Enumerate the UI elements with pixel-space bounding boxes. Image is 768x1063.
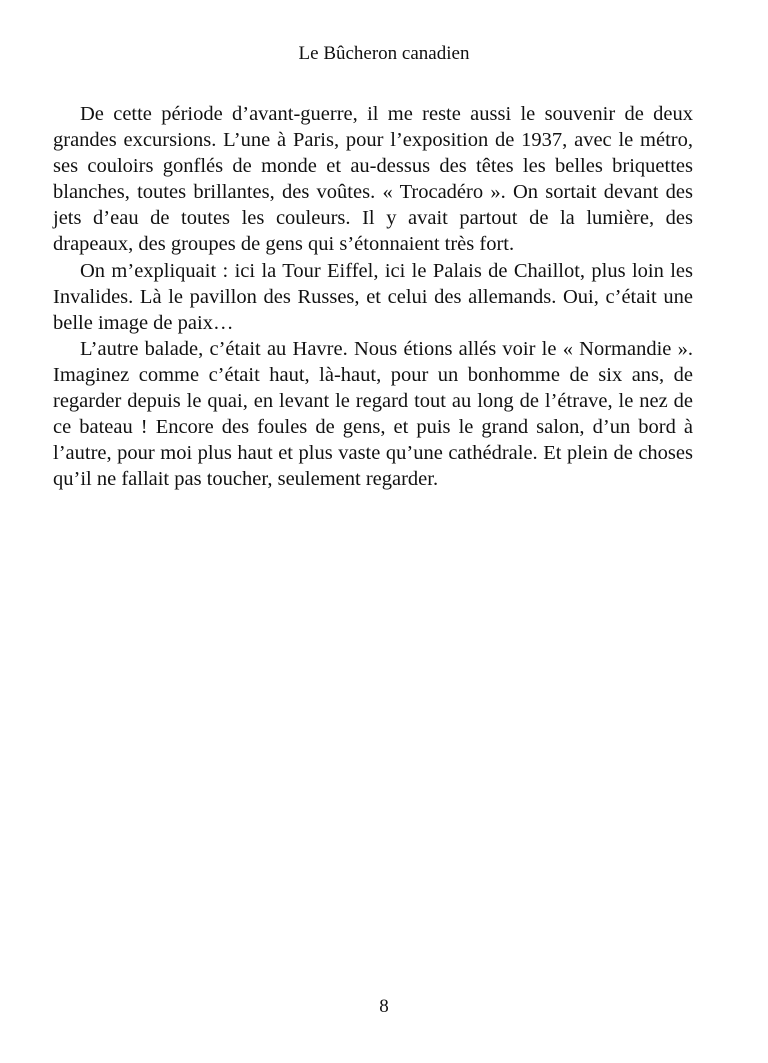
paragraph: On m’expliquait : ici la Tour Eiffel, ici le Palais de Chaillot, plus loin les Invalides. Là le pavillon des Russes, et celui des allemands. Oui, c’était une belle image de paix… — [53, 259, 693, 334]
paragraph: L’autre balade, c’était au Havre. Nous étions allés voir le « Normandie ». Imaginez comme c’était haut, là-haut, pour un bonhomme de six ans, de regarder depuis le quai, en levant le regard tout au long de l’étrave, le nez de ce bateau ! Encore des foules de gens, et puis le grand salon, d’un bord à l’autre, pour moi plus haut et plus vaste qu’une cathédrale. Et plein de choses qu’il ne fallait pas toucher, seulement regarder. — [53, 337, 693, 491]
page-body — [53, 101, 693, 492]
paragraph: De cette période d’avant-guerre, il me reste aussi le souvenir de deux grandes excursions. L’une à Paris, pour l’exposition de 1937, avec le métro, ses couloirs gonflés de monde et au-dessus des têtes les belles briquettes blanches, toutes brillantes, des voûtes. « Trocadéro ». On sortait devant des jets d’eau de toutes les couleurs. Il y avait partout de la lumière, des drapeaux, des groupes de gens qui s’étonnaient très fort. — [53, 103, 693, 256]
page-number: 8 — [379, 996, 389, 1017]
running-header: Le Bûcheron canadien — [298, 43, 470, 64]
